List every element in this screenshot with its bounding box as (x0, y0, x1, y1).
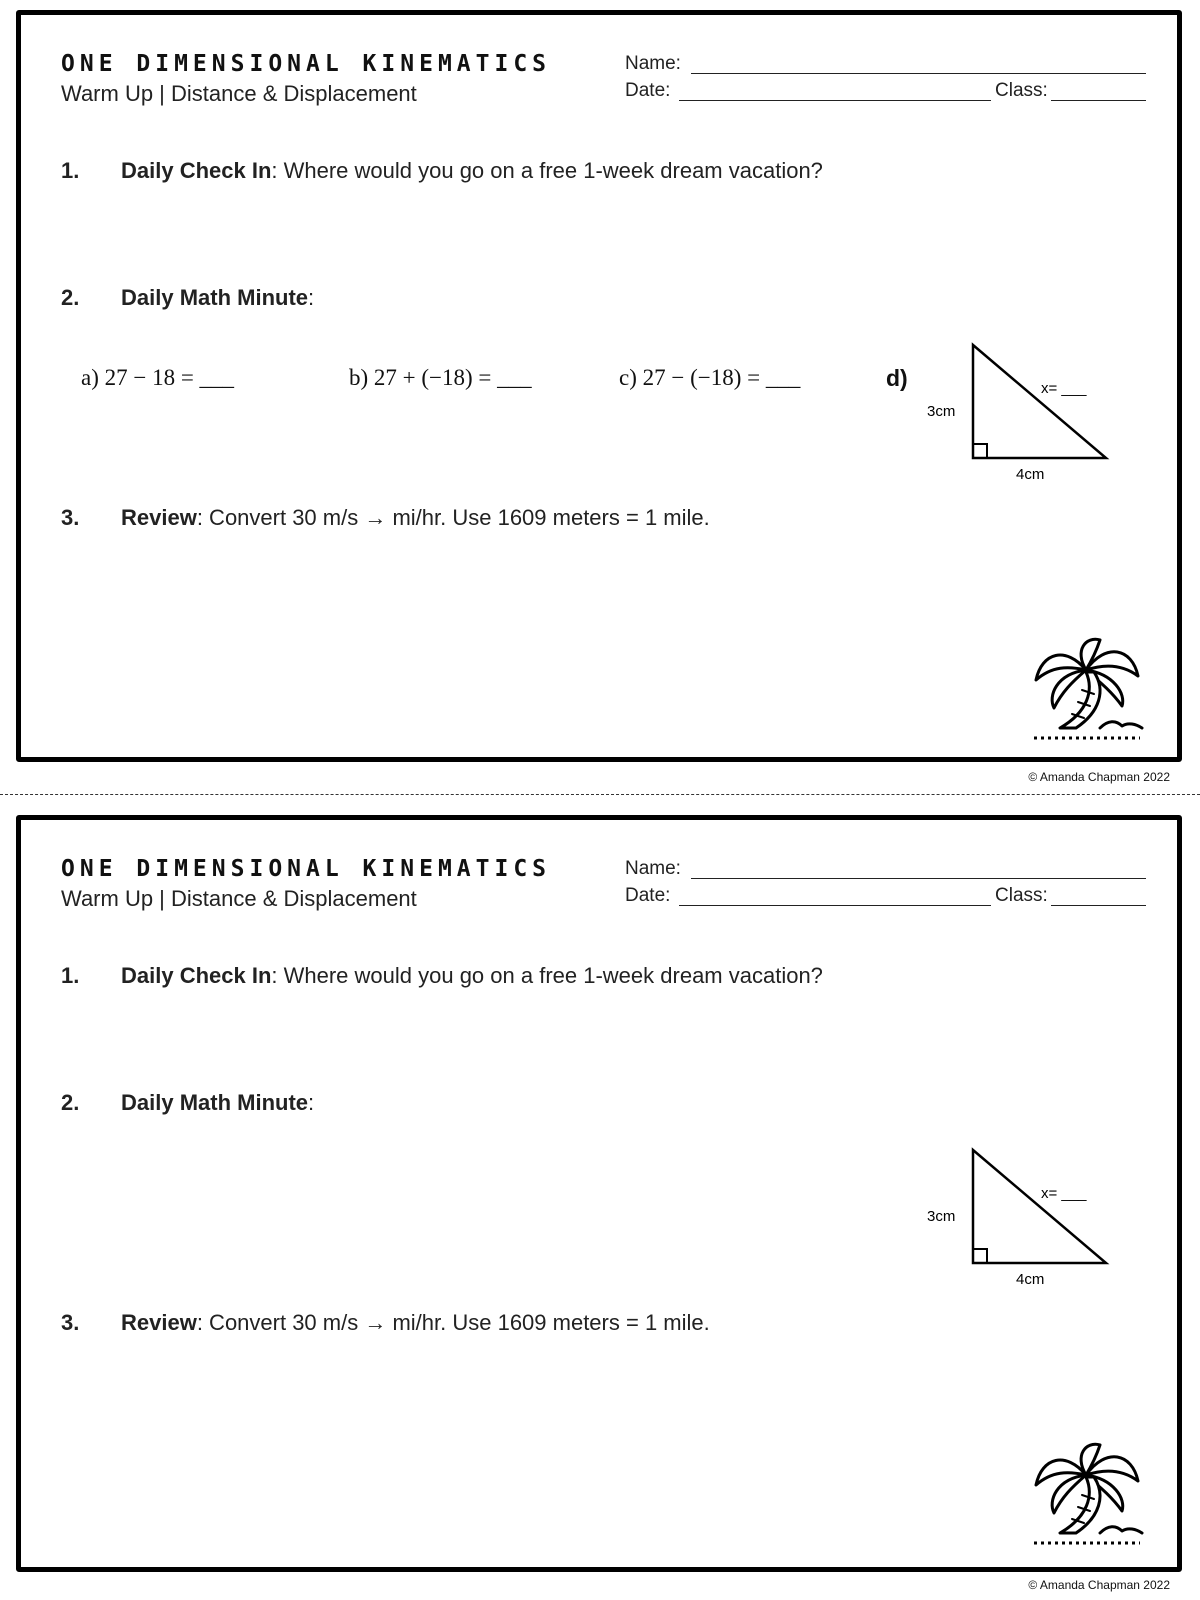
name-field[interactable] (691, 73, 1146, 74)
question-number: 1. (61, 158, 80, 183)
question-3 (61, 505, 710, 531)
date-field[interactable] (679, 100, 991, 101)
worksheet-card-bottom (16, 815, 1182, 1572)
right-angle-marker (973, 1249, 987, 1263)
question-number: 3. (61, 505, 80, 530)
worksheet-title: ONE DIMENSIONAL KINEMATICS (61, 51, 552, 77)
question-text: : Convert 30 m/s → mi/hr. Use 1609 meters = 1 mile. (196, 505, 710, 530)
worksheet-title: ONE DIMENSIONAL KINEMATICS (61, 856, 552, 882)
class-field[interactable] (1051, 100, 1146, 101)
question-heading: Daily Check In (121, 963, 272, 988)
question-3 (61, 1310, 710, 1336)
question-1 (61, 158, 823, 184)
triangle-shape (973, 1150, 1106, 1263)
class-label: Class: (995, 885, 1048, 906)
name-label: Name: (625, 53, 681, 74)
question-text: : Where would you go on a free 1-week dream vacation? (271, 158, 823, 183)
worksheet-card-top (16, 10, 1182, 762)
question-heading: Daily Math Minute (121, 1090, 309, 1115)
right-angle-marker (973, 444, 987, 458)
question-heading: Review (121, 505, 197, 530)
math-problem-d-label: d) (886, 365, 908, 391)
worksheet-subtitle: Warm Up | Distance & Displacement (61, 886, 417, 911)
question-text: : (308, 1090, 315, 1115)
triangle-side-vertical: 3cm (927, 1208, 956, 1225)
question-number: 3. (61, 1310, 80, 1335)
date-label: Date: (625, 80, 671, 101)
question-number: 2. (61, 1090, 80, 1115)
right-triangle-diagram (921, 1138, 1121, 1288)
question-text: : Convert 30 m/s → mi/hr. Use 1609 meters = 1 mile. (196, 1310, 710, 1335)
question-text: : Where would you go on a free 1-week dream vacation? (271, 963, 823, 988)
triangle-side-horizontal: 4cm (1016, 466, 1045, 483)
copyright-notice: © Amanda Chapman 2022 (1028, 770, 1170, 784)
question-text: : (308, 285, 315, 310)
worksheet-subtitle: Warm Up | Distance & Displacement (61, 81, 417, 106)
question-2 (61, 1090, 314, 1116)
question-2 (61, 285, 314, 311)
palm-tree-icon (1026, 630, 1146, 742)
name-field[interactable] (691, 878, 1146, 879)
triangle-hypotenuse: x= ___ (1041, 380, 1087, 397)
class-label: Class: (995, 80, 1048, 101)
copyright-notice: © Amanda Chapman 2022 (1028, 1578, 1170, 1592)
class-field[interactable] (1051, 905, 1146, 906)
question-heading: Review (121, 1310, 197, 1335)
palm-tree-icon (1026, 1435, 1146, 1547)
triangle-side-vertical: 3cm (927, 403, 956, 420)
cut-line (0, 794, 1200, 795)
date-label: Date: (625, 885, 671, 906)
name-label: Name: (625, 858, 681, 879)
right-triangle-diagram (921, 333, 1121, 483)
triangle-side-horizontal: 4cm (1016, 1271, 1045, 1288)
triangle-shape (973, 345, 1106, 458)
question-heading: Daily Math Minute (121, 285, 309, 310)
math-problem-b: b) 27 + (−18) = ___ (349, 365, 532, 390)
question-number: 1. (61, 963, 80, 988)
question-number: 2. (61, 285, 80, 310)
math-problem-c: c) 27 − (−18) = ___ (619, 365, 801, 390)
question-heading: Daily Check In (121, 158, 272, 183)
triangle-hypotenuse: x= ___ (1041, 1185, 1087, 1202)
math-problem-a: a) 27 − 18 = ___ (81, 365, 235, 390)
question-1 (61, 963, 823, 989)
date-field[interactable] (679, 905, 991, 906)
